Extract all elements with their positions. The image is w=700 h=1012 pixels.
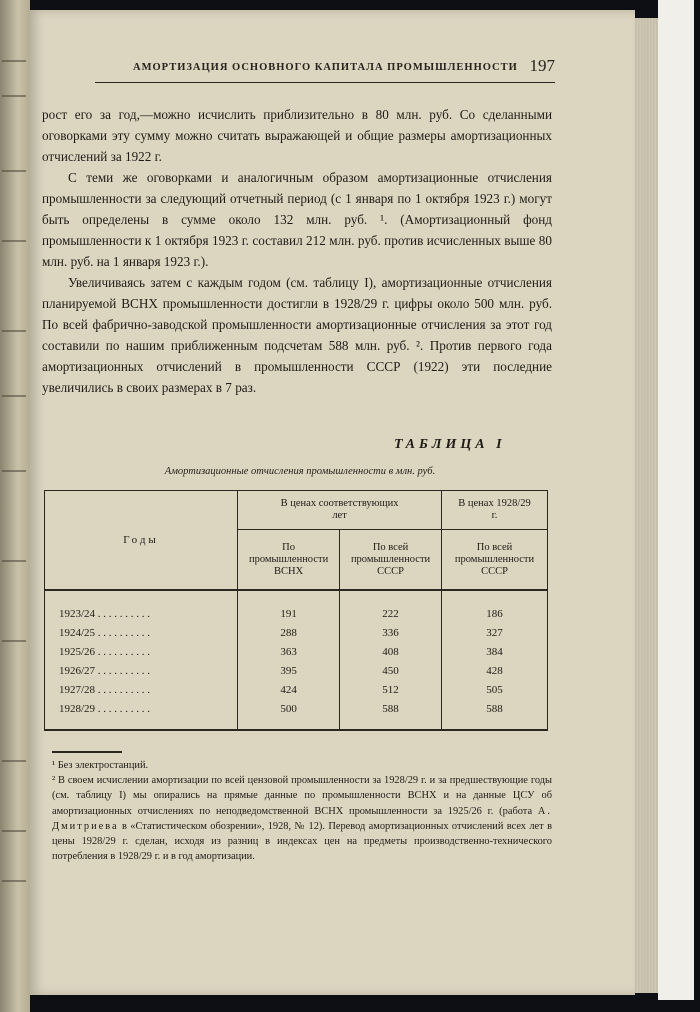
table-row — [45, 681, 548, 700]
main-text — [42, 104, 552, 398]
footnote-2-author: А. Дмитриева — [52, 805, 552, 832]
value-cell: 363 — [238, 643, 340, 662]
running-header — [95, 52, 555, 83]
table-row — [45, 700, 548, 730]
table-row — [45, 624, 548, 643]
year-cell: 1928/29 . . . . . . . . . . — [45, 700, 238, 730]
footnote-1: ¹ Без электростанций. — [52, 760, 149, 771]
year-cell: 1927/28 . . . . . . . . . . — [45, 681, 238, 700]
footnote-2-part-a: ² В своем исчислении амортизации по всей цензовой промышленности за 1928/29 г. и за предшествующие годы (см. таблицу I) мы опирались на прямые данные по промышленности ВСНХ и на данные ЦСУ об амортизационных отчислениях по неподведомственной ВСНХ промышленности за 1925/26 г. (работа — [52, 775, 552, 817]
table-row — [45, 605, 548, 624]
footnote-2 — [52, 773, 552, 864]
header-1928-prices: В ценах 1928/29 г. — [442, 491, 548, 530]
footnote-rule — [52, 751, 122, 753]
value-cell: 512 — [340, 681, 442, 700]
value-cell: 191 — [238, 605, 340, 624]
year-cell: 1923/24 . . . . . . . . . . — [45, 605, 238, 624]
footnote-2-part-b: в «Статистическом обозрении», 1928, № 12). Перевод амортизационных отчислений всех лет в цены 1928/29 г. сделан, исходя из разниц в индексах цен на предметы производственно-технического потребления в 1928/29 г. и в год амортизации. — [52, 820, 552, 863]
value-cell: 408 — [340, 643, 442, 662]
table-title: ТАБЛИЦА I — [394, 437, 506, 452]
header-ussr-current: По всей промышленности СССР — [340, 530, 442, 591]
background-margin — [658, 0, 694, 1000]
table-header-row-1 — [45, 491, 548, 530]
value-cell: 424 — [238, 681, 340, 700]
header-years: Годы — [45, 491, 238, 591]
header-ussr-1928: По всей промышленности СССР — [442, 530, 548, 591]
header-vsnh: По промышленности ВСНХ — [238, 530, 340, 591]
table-caption: Амортизационные отчисления промышленности в млн. руб. — [164, 466, 436, 477]
footnotes — [52, 758, 552, 864]
value-cell: 500 — [238, 700, 340, 730]
paragraph-2: С теми же оговорками и аналогичным образом амортизационные отчисления промышленности за следующий отчетный период (с 1 января по 1 октября 1923 г.) могут быть определены в сумме около 132 млн. руб. ¹. (Амортизационный фонд промышленности к 1 октября 1923 г. составил 212 млн. руб. против исчисленных выше 80 млн. руб. на 1 января 1923 г.). — [42, 170, 552, 269]
value-cell: 288 — [238, 624, 340, 643]
value-cell: 588 — [442, 700, 548, 730]
table-row — [45, 643, 548, 662]
value-cell: 450 — [340, 662, 442, 681]
page-stack-edges — [632, 18, 658, 993]
value-cell: 336 — [340, 624, 442, 643]
running-head-title: АМОРТИЗАЦИЯ ОСНОВНОГО КАПИТАЛА ПРОМЫШЛЕННОСТИ — [133, 62, 518, 73]
value-cell: 428 — [442, 662, 548, 681]
value-cell: 384 — [442, 643, 548, 662]
value-cell: 588 — [340, 700, 442, 730]
year-cell: 1925/26 . . . . . . . . . . — [45, 643, 238, 662]
value-cell: 222 — [340, 605, 442, 624]
value-cell: 327 — [442, 624, 548, 643]
year-cell: 1924/25 . . . . . . . . . . — [45, 624, 238, 643]
table-row — [45, 662, 548, 681]
table-spacer-row — [45, 590, 548, 605]
header-current-prices: В ценах соответствующих лет — [238, 491, 442, 530]
year-cell: 1926/27 . . . . . . . . . . — [45, 662, 238, 681]
value-cell: 505 — [442, 681, 548, 700]
paragraph-3: Увеличиваясь затем с каждым годом (см. таблицу I), амортизационные отчисления планируемой ВСНХ промышленности достигли в 1928/29 г. цифры около 500 млн. руб. По всей фабрично-заводской промышленности амортизационные отчисления за этот год составили по нашим приближенным подсчетам 588 млн. руб. ². Против первого года амортизационных отчислений в промышленности СССР (1922) эти последние увеличились в своих размерах в 7 раз. — [42, 275, 552, 395]
paragraph-1: рост его за год,—можно исчислить приблизительно в 80 млн. руб. Со сделанными оговорками эту сумму можно считать выражающей и общие размеры амортизационных отчислений за 1922 г. — [42, 107, 552, 164]
page-number: 197 — [529, 56, 555, 75]
value-cell: 395 — [238, 662, 340, 681]
adjacent-page-edge — [0, 0, 30, 1012]
value-cell: 186 — [442, 605, 548, 624]
amortization-table — [44, 490, 548, 731]
